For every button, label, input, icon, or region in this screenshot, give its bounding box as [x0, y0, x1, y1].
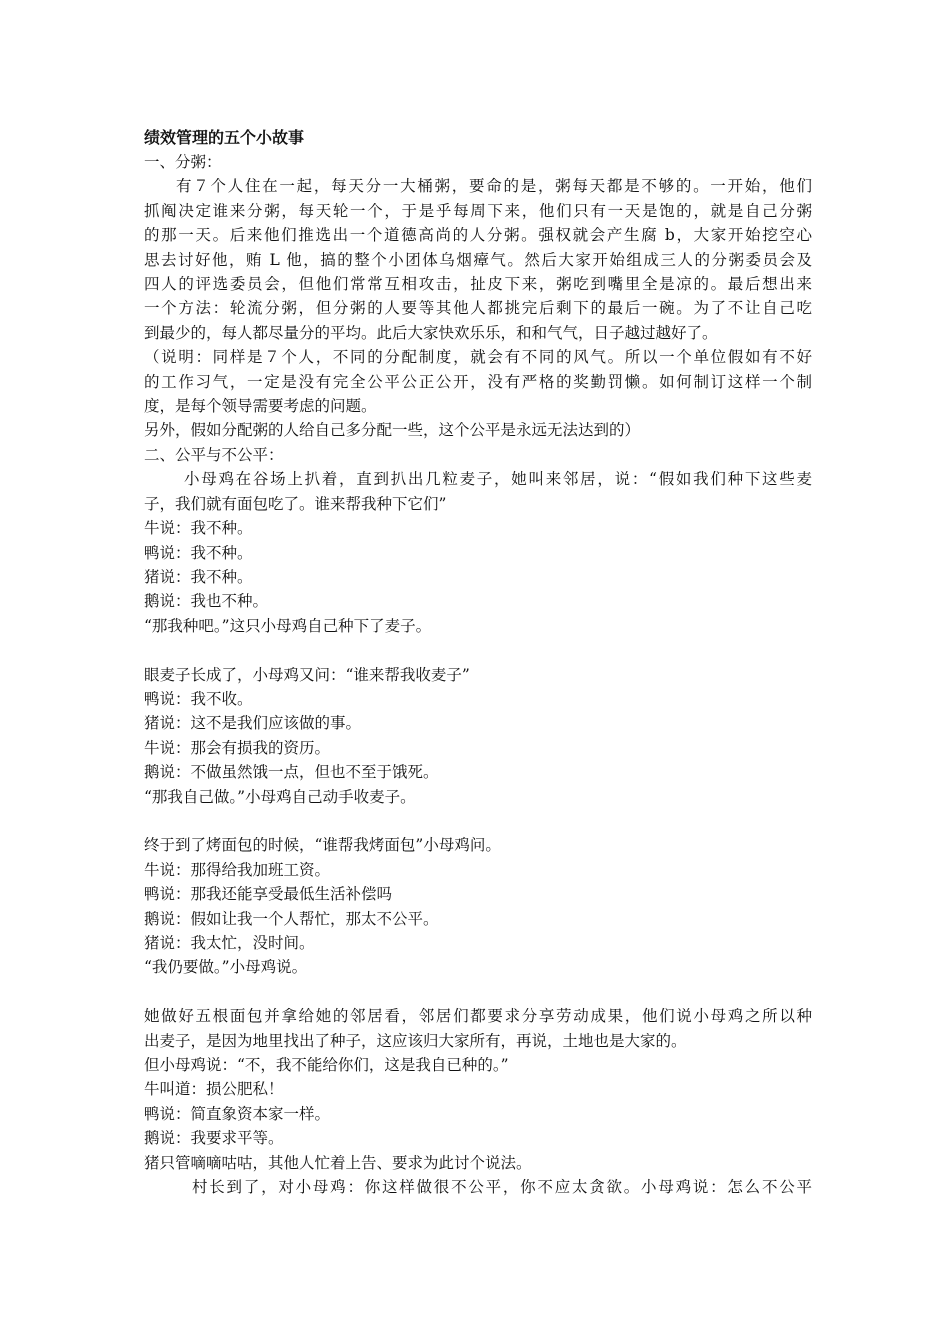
- blank-line: [144, 638, 812, 662]
- text-line: 牛说：那得给我加班工资。: [144, 860, 331, 879]
- text-line: 鹅说：假如让我一个人帮忙，那太不公平。: [144, 909, 439, 928]
- text-line: 鸭说：简直象资本家一样。: [144, 1104, 331, 1123]
- blank-line: [144, 809, 812, 833]
- text-line: 眼麦子长成了，小母鸡又问：“谁来帮我收麦子”: [144, 665, 470, 684]
- blank-line: [144, 980, 812, 1004]
- text-line: “那我种吧。”这只小母鸡自己种下了麦子。: [144, 616, 432, 635]
- text-line: 四人的评选委员会，但他们常常互相攻击，扯皮下来，粥吃到嘴里全是凉的。最后想出来: [144, 275, 812, 294]
- text-line: 牛说：我不种。: [144, 519, 253, 538]
- text-line: 鸭说：我不收。: [144, 689, 253, 708]
- text-line: 终于到了烤面包的时候，“谁帮我烤面包”小母鸡问。: [144, 836, 501, 855]
- text-line: 到最少的，每人都尽量分的平均。此后大家快欢乐乐，和和气气，日子越过越好了。: [144, 323, 718, 342]
- text-line: 一个方法：轮流分粥，但分粥的人要等其他人都挑完后剩下的最后一碗。为了不让自己吃: [144, 299, 812, 318]
- text-line: 她做好五根面包并拿给她的邻居看，邻居们都要求分享劳动成果，他们说小母鸡之所以种: [144, 1007, 812, 1026]
- text-line: 猪只管嘀嘀咕咕，其他人忙着上告、要求为此讨个说法。: [144, 1153, 532, 1172]
- text-line: 猪说：我不种。: [144, 567, 253, 586]
- text-line: 一、分粥：: [144, 153, 222, 171]
- document-page: [144, 126, 812, 1199]
- text-line: 鹅说：我也不种。: [144, 592, 269, 611]
- text-line: 小母鸡在谷场上扒着，直到扒出几粒麦子，她叫来邻居，说：“假如我们种下这些麦: [184, 470, 812, 489]
- text-line: 鹅说：我要求平等。: [144, 1129, 284, 1148]
- text-line: “我仍要做。”小母鸡说。: [144, 958, 308, 977]
- text-line: 度，是每个领导需要考虑的问题。: [144, 397, 377, 416]
- text-line: 牛说：那会有损我的资历。: [144, 738, 331, 757]
- text-line: 抓阄决定谁来分粥，每天轮一个，于是乎每周下来，他们只有一天是饱的，就是自己分粥: [144, 201, 812, 220]
- text-line: 鹅说：不做虽然饿一点，但也不至于饿死。: [144, 763, 439, 782]
- text-line: 有７个人住在一起，每天分一大桶粥，要命的是，粥每天都是不够的。一开始，他们: [176, 177, 812, 196]
- text-line: 思去讨好他，贿 L 他，搞的整个小团体乌烟瘴气。然后大家开始组成三人的分粥委员会及: [144, 250, 812, 269]
- text-line: 的工作习气，一定是没有完全公平公正公开，没有严格的奖勤罚懒。如何制订这样一个制: [144, 372, 812, 391]
- text-line: 牛叫道：损公肥私！: [144, 1080, 284, 1099]
- text-line: （说明：同样是７个人，不同的分配制度，就会有不同的风气。所以一个单位假如有不好: [144, 348, 812, 367]
- text-line: 鸭说：那我还能享受最低生活补偿吗: [144, 885, 393, 904]
- text-line: 鸭说：我不种。: [144, 543, 253, 562]
- text-line: 但小母鸡说：“不，我不能给你们，这是我自已种的。”: [144, 1055, 509, 1074]
- text-line: 子，我们就有面包吃了。谁来帮我种下它们”: [144, 494, 447, 513]
- document-body: [144, 150, 812, 1199]
- text-line: 猪说：这不是我们应该做的事。: [144, 714, 362, 733]
- text-line: 村长到了，对小母鸡：你这样做很不公平，你不应太贪欲。小母鸡说：怎么不公平: [192, 1178, 812, 1197]
- text-line: 猪说：我太忙，没时间。: [144, 933, 315, 952]
- text-line: 另外，假如分配粥的人给自己多分配一些，这个公平是永远无法达到的）: [144, 421, 641, 440]
- text-line: “那我自己做。”小母鸡自己动手收麦子。: [144, 787, 416, 806]
- text-line: 出麦子，是因为地里找出了种子，这应该归大家所有，再说，土地也是大家的。: [144, 1031, 687, 1050]
- text-line: 的那一天。后来他们推选出一个道德高尚的人分粥。强权就会产生腐 b，大家开始挖空心: [144, 226, 812, 245]
- text-line: 二、公平与不公平：: [144, 445, 284, 464]
- document-title: 绩效管理的五个小故事: [144, 128, 305, 147]
